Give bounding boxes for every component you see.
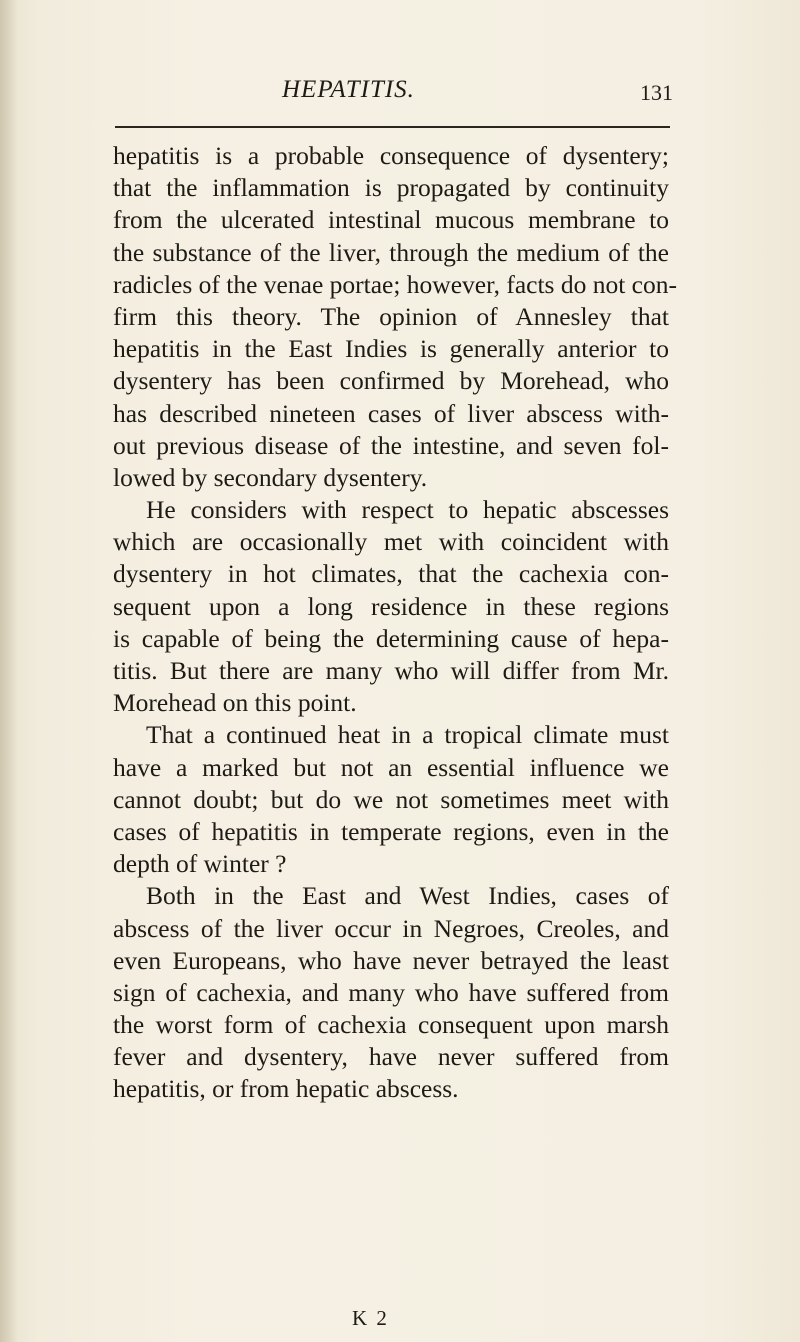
text-line: firm this theory. The opinion of Annesley that bbox=[113, 301, 669, 331]
text-line: dysentery in hot climates, that the cachexia con- bbox=[113, 559, 669, 589]
text-line: lowed by secondary dysentery. bbox=[113, 462, 428, 492]
text-line: the substance of the liver, through the medium of the bbox=[113, 237, 669, 267]
running-head bbox=[0, 76, 800, 112]
text-line: titis. But there are many who will differ from Mr. bbox=[113, 656, 669, 685]
text-line: fever and dysentery, have never suffered from bbox=[113, 1042, 669, 1072]
text-line: is capable of being the determining cause of hepa- bbox=[113, 623, 669, 653]
text-line: the worst form of cachexia consequent upon marsh bbox=[113, 1010, 669, 1040]
paragraph-start-line: He considers with respect to hepatic abscesses bbox=[146, 495, 669, 525]
text-line: has described nineteen cases of liver abscess with- bbox=[113, 398, 669, 428]
text-line: which are occasionally met with coincident with bbox=[113, 527, 669, 557]
text-line: from the ulcerated intestinal mucous membrane to bbox=[113, 205, 669, 235]
text-line: sequent upon a long residence in these regions bbox=[113, 591, 669, 621]
signature-mark: K 2 bbox=[352, 1306, 389, 1330]
page-number: 131 bbox=[640, 80, 673, 105]
text-line: have a marked but not an essential influence we bbox=[113, 752, 669, 782]
running-title: HEPATITIS. bbox=[282, 76, 415, 103]
text-line: cases of hepatitis in temperate regions, even in the bbox=[113, 816, 669, 846]
text-line: dysentery has been confirmed by Morehead, who bbox=[113, 366, 669, 396]
text-line: hepatitis, or from hepatic abscess. bbox=[113, 1074, 459, 1104]
text-line: sign of cachexia, and many who have suffered from bbox=[113, 977, 669, 1007]
text-line: that the inflammation is propagated by continuity bbox=[113, 173, 669, 203]
text-line: hepatitis in the East Indies is generally anterior to bbox=[113, 334, 669, 364]
text-line: even Europeans, who have never betrayed the least bbox=[113, 945, 669, 975]
body-text bbox=[113, 140, 677, 1106]
text-line: cannot doubt; but do we not sometimes meet with bbox=[113, 784, 669, 814]
text-line: Morehead on this point. bbox=[113, 688, 357, 718]
header-rule bbox=[115, 126, 670, 128]
paragraph-start-line: That a continued heat in a tropical climate must bbox=[146, 720, 669, 750]
text-line: radicles of the venae portae; however, facts do not con- bbox=[113, 269, 677, 299]
text-line: depth of winter ? bbox=[113, 849, 287, 879]
text-line: abscess of the liver occur in Negroes, Creoles, and bbox=[113, 913, 669, 943]
spine-shadow bbox=[0, 0, 18, 1342]
text-line: hepatitis is a probable consequence of dysentery; bbox=[113, 141, 669, 170]
text-line: out previous disease of the intestine, and seven fol- bbox=[113, 430, 669, 460]
paragraph-start-line: Both in the East and West Indies, cases of bbox=[146, 881, 669, 911]
